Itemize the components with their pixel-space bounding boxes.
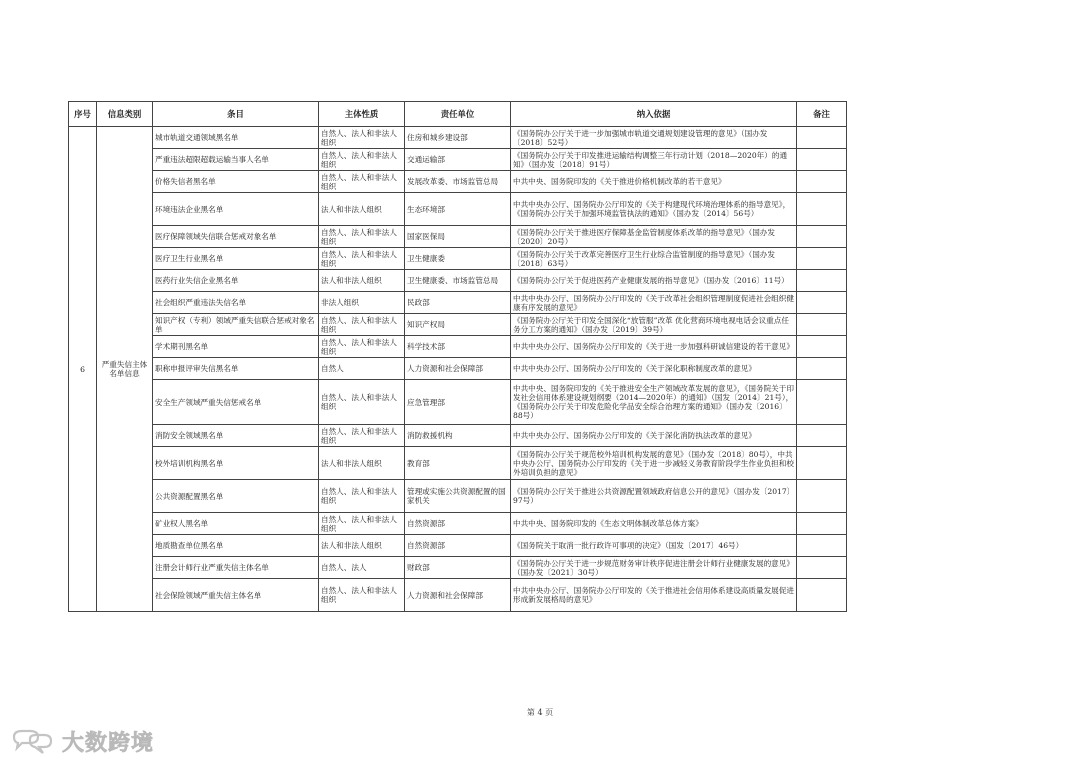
cell-basis: 中共中央办公厅、国务院办公厅印发的《关于改革社会组织管理制度促进社会组织健康有序发展的意见》 <box>511 292 797 314</box>
cell-unit: 知识产权局 <box>405 314 511 336</box>
watermark <box>8 726 154 757</box>
table-row <box>69 314 847 336</box>
cell-note <box>797 535 847 557</box>
group-category: 严重失信主体名单信息 <box>97 127 153 612</box>
cell-basis: 中共中央、国务院印发的《关于推进安全生产领域改革发展的意见》，《国务院关于印发社会信用体系建设规划纲要（2014—2020年）的通知》（国发〔2014〕21号），《国务院办公厅关于印发危险化学品安全综合治理方案的通知》（国办发〔2016〕88号） <box>511 380 797 425</box>
cell-unit: 住房和城乡建设部 <box>405 127 511 149</box>
header-note: 备注 <box>797 102 847 127</box>
page-number: 第 4 页 <box>526 708 554 717</box>
cell-basis: 中共中央办公厅、国务院办公厅印发的《关于深化职称制度改革的意见》 <box>511 358 797 380</box>
cell-nature: 自然人、法人和非法人组织 <box>319 127 405 149</box>
cell-nature: 自然人、法人和非法人组织 <box>319 226 405 248</box>
header-category: 信息类别 <box>97 102 153 127</box>
cell-basis: 中共中央、国务院印发的《关于推进价格机制改革的若干意见》 <box>511 171 797 193</box>
cell-unit: 消防救援机构 <box>405 425 511 447</box>
cell-basis: 中共中央办公厅、国务院办公厅印发的《关于深化消防执法改革的意见》 <box>511 425 797 447</box>
cell-unit: 科学技术部 <box>405 336 511 358</box>
cell-unit: 发展改革委、市场监管总局 <box>405 171 511 193</box>
watermark-text: 大数跨境 <box>62 731 155 756</box>
cell-nature: 自然人、法人和非法人组织 <box>319 149 405 171</box>
cell-basis: 《国务院办公厅关于印发全国深化“放管服”改革 优化营商环境电视电话会议重点任务分工方案的通知》（国办发〔2019〕39号） <box>511 314 797 336</box>
cell-unit: 人力资源和社会保障部 <box>405 358 511 380</box>
cell-nature: 自然人、法人和非法人组织 <box>319 336 405 358</box>
cell-basis: 《国务院办公厅关于进一步加强城市轨道交通规划建设管理的意见》（国办发〔2018〕52号） <box>511 127 797 149</box>
cell-item: 矿业权人黑名单 <box>153 513 319 535</box>
cell-item: 校外培训机构黑名单 <box>153 447 319 480</box>
table-row <box>69 557 847 579</box>
table-header-row <box>69 102 847 127</box>
cell-item: 职称申报评审失信黑名单 <box>153 358 319 380</box>
cell-basis: 《国务院办公厅关于进一步规范财务审计秩序促进注册会计师行业健康发展的意见》（国办发〔2021〕30号） <box>511 557 797 579</box>
cell-item: 安全生产领域严重失信惩戒名单 <box>153 380 319 425</box>
cell-unit: 交通运输部 <box>405 149 511 171</box>
table-row <box>69 193 847 226</box>
cell-note <box>797 425 847 447</box>
table-row <box>69 248 847 270</box>
cell-note <box>797 336 847 358</box>
cell-nature: 自然人、法人 <box>319 557 405 579</box>
cell-nature: 自然人、法人和非法人组织 <box>319 480 405 513</box>
cell-unit: 卫生健康委、市场监管总局 <box>405 270 511 292</box>
cell-note <box>797 447 847 480</box>
header-nature: 主体性质 <box>319 102 405 127</box>
table-row <box>69 358 847 380</box>
cell-item: 社会保险领域严重失信主体名单 <box>153 579 319 612</box>
table-row <box>69 292 847 314</box>
cell-note <box>797 270 847 292</box>
cell-item: 公共资源配置黑名单 <box>153 480 319 513</box>
cell-nature: 自然人 <box>319 358 405 380</box>
cell-note <box>797 149 847 171</box>
table-row <box>69 425 847 447</box>
cell-note <box>797 127 847 149</box>
header-unit: 责任单位 <box>405 102 511 127</box>
cell-note <box>797 579 847 612</box>
table-row <box>69 579 847 612</box>
cell-note <box>797 171 847 193</box>
cell-basis: 《国务院关于取消一批行政许可事项的决定》（国发〔2017〕46号） <box>511 535 797 557</box>
cell-basis: 《国务院办公厅关于印发推进运输结构调整三年行动计划（2018—2020年）的通知》（国办发〔2018〕91号） <box>511 149 797 171</box>
cell-unit: 应急管理部 <box>405 380 511 425</box>
credit-list-table <box>68 101 847 612</box>
table-row <box>69 226 847 248</box>
cell-basis: 中共中央办公厅、国务院办公厅印发的《关于进一步加强科研诚信建设的若干意见》 <box>511 336 797 358</box>
cell-unit: 卫生健康委 <box>405 248 511 270</box>
cell-basis: 《国务院办公厅关于规范校外培训机构发展的意见》（国办发〔2018〕80号），中共中央办公厅、国务院办公厅印发的《关于进一步减轻义务教育阶段学生作业负担和校外培训负担的意见》 <box>511 447 797 480</box>
cell-unit: 民政部 <box>405 292 511 314</box>
cell-nature: 法人和非法人组织 <box>319 535 405 557</box>
table-row <box>69 480 847 513</box>
table-row <box>69 127 847 149</box>
cell-note <box>797 248 847 270</box>
cell-nature: 自然人、法人和非法人组织 <box>319 425 405 447</box>
cell-note <box>797 513 847 535</box>
cell-note <box>797 380 847 425</box>
table-body <box>69 127 847 612</box>
cell-unit: 财政部 <box>405 557 511 579</box>
table-row <box>69 149 847 171</box>
cell-item: 知识产权（专利）领域严重失信联合惩戒对象名单 <box>153 314 319 336</box>
cell-item: 医疗卫生行业黑名单 <box>153 248 319 270</box>
cell-unit: 自然资源部 <box>405 513 511 535</box>
cell-nature: 自然人、法人和非法人组织 <box>319 380 405 425</box>
cell-nature: 法人和非法人组织 <box>319 193 405 226</box>
cell-note <box>797 557 847 579</box>
cell-nature: 法人和非法人组织 <box>319 447 405 480</box>
table-row <box>69 171 847 193</box>
cell-item: 地质勘查单位黑名单 <box>153 535 319 557</box>
header-basis: 纳入依据 <box>511 102 797 127</box>
cell-nature: 自然人、法人和非法人组织 <box>319 314 405 336</box>
cell-item: 注册会计师行业严重失信主体名单 <box>153 557 319 579</box>
cell-item: 环境违法企业黑名单 <box>153 193 319 226</box>
cell-nature: 自然人、法人和非法人组织 <box>319 248 405 270</box>
cell-basis: 中共中央办公厅、国务院办公厅印发的《关于推进社会信用体系建设高质量发展促进形成新发展格局的意见》 <box>511 579 797 612</box>
table-row <box>69 380 847 425</box>
cell-unit: 国家医保局 <box>405 226 511 248</box>
cell-basis: 中共中央办公厅、国务院办公厅印发的《关于构建现代环境治理体系的指导意见》，《国务院办公厅关于加强环境监管执法的通知》（国办发〔2014〕56号） <box>511 193 797 226</box>
cell-note <box>797 480 847 513</box>
cell-basis: 《国务院办公厅关于促进医药产业健康发展的指导意见》（国办发〔2016〕11号） <box>511 270 797 292</box>
cell-basis: 《国务院办公厅关于推进公共资源配置领域政府信息公开的意见》（国办发〔2017〕97号） <box>511 480 797 513</box>
cell-nature: 法人和非法人组织 <box>319 270 405 292</box>
chat-bubble-logo-icon <box>8 727 56 757</box>
cell-note <box>797 292 847 314</box>
table-row <box>69 447 847 480</box>
header-item: 条目 <box>153 102 319 127</box>
group-number: 6 <box>69 127 97 612</box>
cell-nature: 自然人、法人和非法人组织 <box>319 513 405 535</box>
cell-item: 消防安全领域黑名单 <box>153 425 319 447</box>
cell-unit: 管理或实施公共资源配置的国家机关 <box>405 480 511 513</box>
cell-nature: 自然人、法人和非法人组织 <box>319 171 405 193</box>
cell-nature: 自然人、法人和非法人组织 <box>319 579 405 612</box>
cell-item: 城市轨道交通领域黑名单 <box>153 127 319 149</box>
cell-item: 价格失信者黑名单 <box>153 171 319 193</box>
cell-item: 社会组织严重违法失信名单 <box>153 292 319 314</box>
cell-item: 学术期刊黑名单 <box>153 336 319 358</box>
cell-unit: 人力资源和社会保障部 <box>405 579 511 612</box>
cell-item: 医疗保障领域失信联合惩戒对象名单 <box>153 226 319 248</box>
cell-unit: 自然资源部 <box>405 535 511 557</box>
table-row <box>69 513 847 535</box>
cell-basis: 中共中央、国务院印发的《生态文明体制改革总体方案》 <box>511 513 797 535</box>
cell-unit: 教育部 <box>405 447 511 480</box>
header-num: 序号 <box>69 102 97 127</box>
cell-note <box>797 226 847 248</box>
table-row <box>69 270 847 292</box>
cell-note <box>797 358 847 380</box>
cell-item: 医药行业失信企业黑名单 <box>153 270 319 292</box>
table-row <box>69 336 847 358</box>
cell-nature: 非法人组织 <box>319 292 405 314</box>
cell-basis: 《国务院办公厅关于改革完善医疗卫生行业综合监管制度的指导意见》（国办发〔2018〕63号） <box>511 248 797 270</box>
cell-note <box>797 193 847 226</box>
table-row <box>69 535 847 557</box>
cell-unit: 生态环境部 <box>405 193 511 226</box>
cell-note <box>797 314 847 336</box>
cell-item: 严重违法超限超载运输当事人名单 <box>153 149 319 171</box>
cell-basis: 《国务院办公厅关于推进医疗保障基金监管制度体系改革的指导意见》（国办发〔2020〕20号） <box>511 226 797 248</box>
